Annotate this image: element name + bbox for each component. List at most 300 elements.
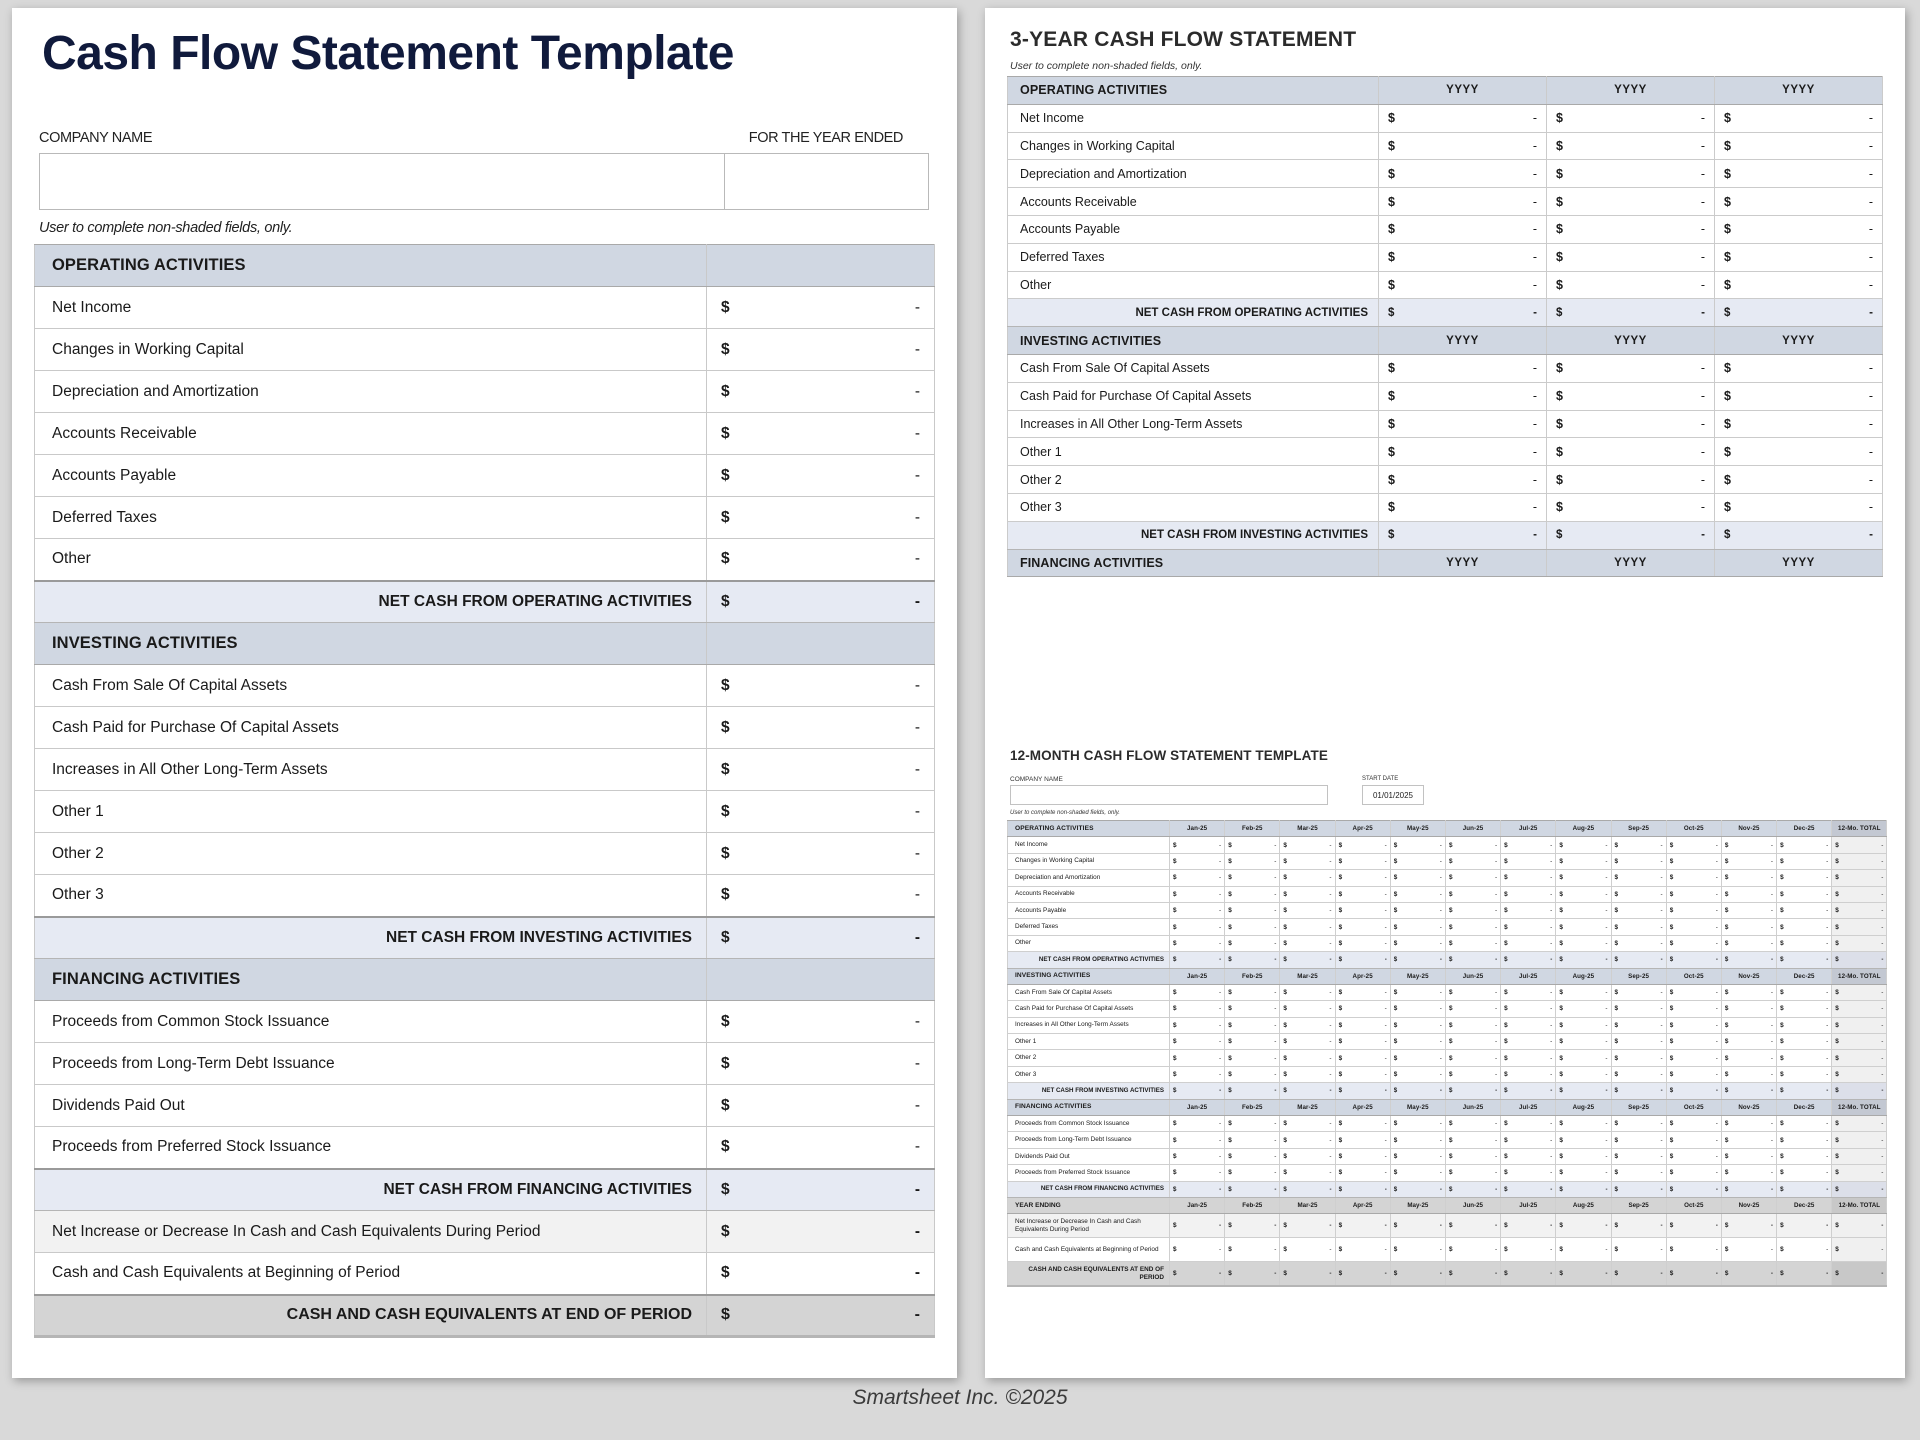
amount-cell[interactable] [1335, 902, 1390, 918]
amount-cell[interactable] [1832, 1214, 1887, 1238]
amount-cell[interactable] [1556, 837, 1611, 853]
amount-cell[interactable] [1170, 1050, 1225, 1066]
amount-cell[interactable] [1666, 1165, 1721, 1181]
amount-cell[interactable] [1777, 1017, 1832, 1033]
amount-cell[interactable] [1556, 1165, 1611, 1181]
amount-cell[interactable] [1715, 299, 1883, 327]
amount-cell[interactable] [1390, 886, 1445, 902]
amount-cell[interactable] [1715, 243, 1883, 271]
amount-cell[interactable] [1721, 853, 1776, 869]
amount-cell[interactable] [1390, 1116, 1445, 1132]
amount-cell[interactable] [1556, 1017, 1611, 1033]
amount-cell[interactable] [1225, 1148, 1280, 1164]
amount-cell[interactable] [1556, 853, 1611, 869]
amount-cell[interactable] [1556, 1238, 1611, 1262]
amount-cell[interactable] [1335, 1165, 1390, 1181]
amount-cell[interactable] [1721, 1132, 1776, 1148]
amount-cell[interactable] [1335, 919, 1390, 935]
amount-cell[interactable] [1280, 853, 1335, 869]
amount-cell[interactable] [1721, 1116, 1776, 1132]
amount-cell[interactable] [1445, 919, 1500, 935]
amount-cell[interactable] [1225, 1238, 1280, 1262]
amount-cell[interactable] [1501, 870, 1556, 886]
amount-cell[interactable] [1445, 1034, 1500, 1050]
amount-cell[interactable] [1445, 1238, 1500, 1262]
amount-cell[interactable] [1556, 1262, 1611, 1286]
amount-cell[interactable] [1379, 271, 1547, 299]
amount-cell[interactable] [1335, 935, 1390, 951]
amount-cell[interactable] [1715, 160, 1883, 188]
amount-cell[interactable] [1280, 902, 1335, 918]
amount-cell[interactable] [1445, 952, 1500, 968]
amount-cell[interactable] [1225, 1262, 1280, 1286]
amount-cell[interactable] [1225, 1017, 1280, 1033]
amount-cell[interactable] [1390, 984, 1445, 1000]
amount-cell[interactable] [1547, 466, 1715, 494]
amount-cell[interactable] [1721, 919, 1776, 935]
amount-cell[interactable] [1832, 984, 1887, 1000]
amount-cell[interactable] [1556, 886, 1611, 902]
amount-cell[interactable] [1170, 984, 1225, 1000]
amount-cell[interactable] [1280, 1116, 1335, 1132]
amount-cell[interactable] [1777, 1181, 1832, 1197]
amount-cell[interactable] [1556, 919, 1611, 935]
amount-cell[interactable] [1280, 1050, 1335, 1066]
amount-cell[interactable] [1715, 354, 1883, 382]
amount-cell[interactable] [1721, 1238, 1776, 1262]
amount-cell[interactable] [1225, 837, 1280, 853]
amount-cell[interactable] [707, 413, 935, 455]
amount-cell[interactable] [1777, 1050, 1832, 1066]
amount-cell[interactable] [1777, 886, 1832, 902]
amount-cell[interactable] [1715, 132, 1883, 160]
amount-cell[interactable] [1501, 1132, 1556, 1148]
amount-cell[interactable] [1170, 1132, 1225, 1148]
amount-cell[interactable] [1225, 1083, 1280, 1099]
amount-cell[interactable] [1547, 188, 1715, 216]
amount-cell[interactable] [1390, 919, 1445, 935]
amount-cell[interactable] [1715, 271, 1883, 299]
amount-cell[interactable] [1335, 1148, 1390, 1164]
amount-cell[interactable] [1556, 984, 1611, 1000]
amount-cell[interactable] [1556, 1181, 1611, 1197]
amount-cell[interactable] [1666, 1050, 1721, 1066]
amount-cell[interactable] [1379, 410, 1547, 438]
amount-cell[interactable] [1666, 1017, 1721, 1033]
amount-cell[interactable] [1666, 935, 1721, 951]
amount-cell[interactable] [1832, 1262, 1887, 1286]
amount-cell[interactable] [1547, 243, 1715, 271]
amount-cell[interactable] [1777, 1238, 1832, 1262]
amount-cell[interactable] [1721, 1017, 1776, 1033]
amount-cell[interactable] [1445, 1148, 1500, 1164]
amount-cell[interactable] [1280, 837, 1335, 853]
amount-cell[interactable] [1335, 870, 1390, 886]
amount-cell[interactable] [1445, 853, 1500, 869]
amount-cell[interactable] [1390, 1165, 1445, 1181]
amount-cell[interactable] [1832, 1238, 1887, 1262]
amount-cell[interactable] [1556, 1034, 1611, 1050]
amount-cell[interactable] [1666, 952, 1721, 968]
twelve-month-company-input[interactable] [1010, 785, 1328, 805]
amount-cell[interactable] [1721, 984, 1776, 1000]
amount-cell[interactable] [1501, 1262, 1556, 1286]
amount-cell[interactable] [1280, 870, 1335, 886]
amount-cell[interactable] [1445, 1066, 1500, 1082]
amount-cell[interactable] [1225, 1132, 1280, 1148]
amount-cell[interactable] [1390, 853, 1445, 869]
amount-cell[interactable] [1721, 1083, 1776, 1099]
amount-cell[interactable] [1445, 1083, 1500, 1099]
amount-cell[interactable] [1280, 1238, 1335, 1262]
amount-cell[interactable] [1832, 1116, 1887, 1132]
amount-cell[interactable] [1280, 1132, 1335, 1148]
amount-cell[interactable] [1556, 935, 1611, 951]
amount-cell[interactable] [1501, 952, 1556, 968]
amount-cell[interactable] [1379, 382, 1547, 410]
amount-cell[interactable] [1666, 1001, 1721, 1017]
amount-cell[interactable] [1445, 1165, 1500, 1181]
amount-cell[interactable] [1666, 1181, 1721, 1197]
amount-cell[interactable] [707, 455, 935, 497]
twelve-month-start-date-input[interactable]: 01/01/2025 [1362, 785, 1424, 805]
amount-cell[interactable] [1715, 215, 1883, 243]
amount-cell[interactable] [1777, 952, 1832, 968]
amount-cell[interactable] [707, 1169, 935, 1211]
amount-cell[interactable] [1445, 1017, 1500, 1033]
amount-cell[interactable] [1280, 935, 1335, 951]
amount-cell[interactable] [1666, 1083, 1721, 1099]
amount-cell[interactable] [1611, 902, 1666, 918]
amount-cell[interactable] [1501, 984, 1556, 1000]
amount-cell[interactable] [1445, 837, 1500, 853]
amount-cell[interactable] [1832, 1017, 1887, 1033]
amount-cell[interactable] [707, 581, 935, 623]
amount-cell[interactable] [707, 1295, 935, 1337]
amount-cell[interactable] [1170, 1238, 1225, 1262]
amount-cell[interactable] [1715, 521, 1883, 549]
amount-cell[interactable] [1335, 1083, 1390, 1099]
amount-cell[interactable] [1170, 837, 1225, 853]
amount-cell[interactable] [1611, 1034, 1666, 1050]
amount-cell[interactable] [1611, 919, 1666, 935]
amount-cell[interactable] [1556, 1214, 1611, 1238]
amount-cell[interactable] [1501, 1165, 1556, 1181]
amount-cell[interactable] [1379, 521, 1547, 549]
amount-cell[interactable] [1556, 1050, 1611, 1066]
amount-cell[interactable] [707, 749, 935, 791]
amount-cell[interactable] [1335, 1214, 1390, 1238]
amount-cell[interactable] [1170, 1262, 1225, 1286]
amount-cell[interactable] [1666, 1262, 1721, 1286]
amount-cell[interactable] [1445, 1262, 1500, 1286]
amount-cell[interactable] [1832, 1148, 1887, 1164]
amount-cell[interactable] [1170, 1116, 1225, 1132]
amount-cell[interactable] [707, 1043, 935, 1085]
amount-cell[interactable] [1721, 1181, 1776, 1197]
amount-cell[interactable] [1556, 1132, 1611, 1148]
amount-cell[interactable] [1390, 1017, 1445, 1033]
amount-cell[interactable] [1715, 410, 1883, 438]
amount-cell[interactable] [1832, 870, 1887, 886]
amount-cell[interactable] [1777, 837, 1832, 853]
amount-cell[interactable] [1390, 837, 1445, 853]
amount-cell[interactable] [1225, 853, 1280, 869]
amount-cell[interactable] [1777, 984, 1832, 1000]
amount-cell[interactable] [1777, 919, 1832, 935]
amount-cell[interactable] [1390, 1148, 1445, 1164]
amount-cell[interactable] [1666, 1238, 1721, 1262]
amount-cell[interactable] [1832, 837, 1887, 853]
amount-cell[interactable] [1832, 952, 1887, 968]
amount-cell[interactable] [1611, 1066, 1666, 1082]
amount-cell[interactable] [1445, 1001, 1500, 1017]
amount-cell[interactable] [1666, 837, 1721, 853]
amount-cell[interactable] [1225, 1181, 1280, 1197]
amount-cell[interactable] [707, 539, 935, 581]
amount-cell[interactable] [1280, 1165, 1335, 1181]
amount-cell[interactable] [1501, 1083, 1556, 1099]
amount-cell[interactable] [1170, 1001, 1225, 1017]
amount-cell[interactable] [1721, 1001, 1776, 1017]
amount-cell[interactable] [1556, 952, 1611, 968]
amount-cell[interactable] [1170, 853, 1225, 869]
amount-cell[interactable] [1280, 1214, 1335, 1238]
amount-cell[interactable] [1280, 919, 1335, 935]
year-ended-input[interactable] [725, 154, 928, 209]
amount-cell[interactable] [1721, 1262, 1776, 1286]
amount-cell[interactable] [1666, 1148, 1721, 1164]
amount-cell[interactable] [1832, 919, 1887, 935]
amount-cell[interactable] [1379, 493, 1547, 521]
amount-cell[interactable] [1611, 1214, 1666, 1238]
amount-cell[interactable] [1547, 132, 1715, 160]
amount-cell[interactable] [1225, 1001, 1280, 1017]
amount-cell[interactable] [1777, 1034, 1832, 1050]
amount-cell[interactable] [1280, 1017, 1335, 1033]
amount-cell[interactable] [1390, 902, 1445, 918]
amount-cell[interactable] [1501, 886, 1556, 902]
amount-cell[interactable] [1832, 1083, 1887, 1099]
amount-cell[interactable] [1379, 160, 1547, 188]
amount-cell[interactable] [1611, 837, 1666, 853]
amount-cell[interactable] [1666, 1034, 1721, 1050]
amount-cell[interactable] [1721, 886, 1776, 902]
amount-cell[interactable] [1611, 952, 1666, 968]
amount-cell[interactable] [1666, 919, 1721, 935]
amount-cell[interactable] [707, 371, 935, 413]
amount-cell[interactable] [1777, 1001, 1832, 1017]
amount-cell[interactable] [1501, 902, 1556, 918]
amount-cell[interactable] [1556, 1001, 1611, 1017]
amount-cell[interactable] [707, 287, 935, 329]
amount-cell[interactable] [1832, 1181, 1887, 1197]
amount-cell[interactable] [1777, 1262, 1832, 1286]
amount-cell[interactable] [1611, 1001, 1666, 1017]
amount-cell[interactable] [1556, 870, 1611, 886]
amount-cell[interactable] [1611, 1050, 1666, 1066]
amount-cell[interactable] [1170, 1034, 1225, 1050]
amount-cell[interactable] [1170, 1181, 1225, 1197]
amount-cell[interactable] [1225, 1050, 1280, 1066]
amount-cell[interactable] [1390, 1083, 1445, 1099]
amount-cell[interactable] [1225, 984, 1280, 1000]
amount-cell[interactable] [1170, 1214, 1225, 1238]
amount-cell[interactable] [1501, 1050, 1556, 1066]
amount-cell[interactable] [1547, 382, 1715, 410]
amount-cell[interactable] [1721, 1148, 1776, 1164]
amount-cell[interactable] [1170, 886, 1225, 902]
amount-cell[interactable] [1170, 1017, 1225, 1033]
amount-cell[interactable] [1335, 1116, 1390, 1132]
amount-cell[interactable] [1611, 1148, 1666, 1164]
amount-cell[interactable] [1547, 215, 1715, 243]
amount-cell[interactable] [1445, 1181, 1500, 1197]
amount-cell[interactable] [1556, 1116, 1611, 1132]
amount-cell[interactable] [1777, 902, 1832, 918]
amount-cell[interactable] [707, 497, 935, 539]
amount-cell[interactable] [707, 875, 935, 917]
amount-cell[interactable] [1379, 438, 1547, 466]
amount-cell[interactable] [1225, 870, 1280, 886]
amount-cell[interactable] [1611, 1262, 1666, 1286]
amount-cell[interactable] [1666, 1116, 1721, 1132]
amount-cell[interactable] [1832, 1034, 1887, 1050]
amount-cell[interactable] [1335, 1262, 1390, 1286]
amount-cell[interactable] [1379, 299, 1547, 327]
amount-cell[interactable] [1225, 952, 1280, 968]
amount-cell[interactable] [1547, 299, 1715, 327]
amount-cell[interactable] [1715, 438, 1883, 466]
amount-cell[interactable] [1335, 1066, 1390, 1082]
amount-cell[interactable] [1547, 521, 1715, 549]
amount-cell[interactable] [1501, 853, 1556, 869]
amount-cell[interactable] [707, 665, 935, 707]
amount-cell[interactable] [1611, 886, 1666, 902]
amount-cell[interactable] [1501, 1116, 1556, 1132]
amount-cell[interactable] [1547, 493, 1715, 521]
amount-cell[interactable] [1379, 104, 1547, 132]
amount-cell[interactable] [1611, 1181, 1666, 1197]
amount-cell[interactable] [1611, 1116, 1666, 1132]
amount-cell[interactable] [1390, 1050, 1445, 1066]
amount-cell[interactable] [1335, 853, 1390, 869]
amount-cell[interactable] [1445, 902, 1500, 918]
amount-cell[interactable] [1501, 1181, 1556, 1197]
amount-cell[interactable] [707, 1127, 935, 1169]
amount-cell[interactable] [1501, 1148, 1556, 1164]
amount-cell[interactable] [1611, 984, 1666, 1000]
amount-cell[interactable] [1611, 870, 1666, 886]
amount-cell[interactable] [1445, 1050, 1500, 1066]
amount-cell[interactable] [1611, 853, 1666, 869]
amount-cell[interactable] [1777, 853, 1832, 869]
amount-cell[interactable] [1335, 1050, 1390, 1066]
amount-cell[interactable] [1777, 1116, 1832, 1132]
amount-cell[interactable] [1721, 1165, 1776, 1181]
amount-cell[interactable] [1721, 1214, 1776, 1238]
amount-cell[interactable] [1777, 1214, 1832, 1238]
amount-cell[interactable] [1280, 984, 1335, 1000]
amount-cell[interactable] [1225, 919, 1280, 935]
amount-cell[interactable] [1501, 1238, 1556, 1262]
amount-cell[interactable] [1666, 1132, 1721, 1148]
amount-cell[interactable] [1721, 1034, 1776, 1050]
amount-cell[interactable] [1225, 1066, 1280, 1082]
amount-cell[interactable] [1280, 952, 1335, 968]
amount-cell[interactable] [1335, 1034, 1390, 1050]
amount-cell[interactable] [1721, 1066, 1776, 1082]
amount-cell[interactable] [1611, 935, 1666, 951]
amount-cell[interactable] [1721, 837, 1776, 853]
amount-cell[interactable] [707, 1253, 935, 1295]
amount-cell[interactable] [1445, 984, 1500, 1000]
amount-cell[interactable] [1280, 1148, 1335, 1164]
amount-cell[interactable] [1390, 1181, 1445, 1197]
amount-cell[interactable] [1170, 1148, 1225, 1164]
company-name-input[interactable] [40, 154, 725, 209]
amount-cell[interactable] [1501, 1001, 1556, 1017]
amount-cell[interactable] [1170, 1083, 1225, 1099]
amount-cell[interactable] [1170, 919, 1225, 935]
amount-cell[interactable] [1556, 1148, 1611, 1164]
amount-cell[interactable] [1547, 354, 1715, 382]
amount-cell[interactable] [1225, 1214, 1280, 1238]
amount-cell[interactable] [1335, 1001, 1390, 1017]
amount-cell[interactable] [1832, 886, 1887, 902]
amount-cell[interactable] [1335, 1017, 1390, 1033]
amount-cell[interactable] [1666, 1214, 1721, 1238]
amount-cell[interactable] [1547, 410, 1715, 438]
amount-cell[interactable] [1280, 1181, 1335, 1197]
amount-cell[interactable] [1666, 886, 1721, 902]
amount-cell[interactable] [1445, 1116, 1500, 1132]
amount-cell[interactable] [1547, 104, 1715, 132]
amount-cell[interactable] [1379, 132, 1547, 160]
amount-cell[interactable] [1832, 1132, 1887, 1148]
amount-cell[interactable] [1170, 1165, 1225, 1181]
amount-cell[interactable] [1777, 870, 1832, 886]
amount-cell[interactable] [1832, 902, 1887, 918]
amount-cell[interactable] [1225, 1116, 1280, 1132]
amount-cell[interactable] [1556, 1066, 1611, 1082]
amount-cell[interactable] [1335, 1238, 1390, 1262]
amount-cell[interactable] [1170, 902, 1225, 918]
amount-cell[interactable] [1556, 902, 1611, 918]
amount-cell[interactable] [1225, 902, 1280, 918]
amount-cell[interactable] [1611, 1132, 1666, 1148]
amount-cell[interactable] [1611, 1165, 1666, 1181]
amount-cell[interactable] [1611, 1238, 1666, 1262]
amount-cell[interactable] [1715, 104, 1883, 132]
amount-cell[interactable] [1225, 1034, 1280, 1050]
amount-cell[interactable] [1721, 1050, 1776, 1066]
amount-cell[interactable] [1611, 1083, 1666, 1099]
amount-cell[interactable] [1390, 1214, 1445, 1238]
amount-cell[interactable] [707, 833, 935, 875]
amount-cell[interactable] [1225, 1165, 1280, 1181]
amount-cell[interactable] [1666, 902, 1721, 918]
amount-cell[interactable] [1280, 1066, 1335, 1082]
amount-cell[interactable] [1445, 870, 1500, 886]
amount-cell[interactable] [707, 1211, 935, 1253]
amount-cell[interactable] [1777, 1132, 1832, 1148]
amount-cell[interactable] [1335, 984, 1390, 1000]
amount-cell[interactable] [1832, 1050, 1887, 1066]
amount-cell[interactable] [1225, 935, 1280, 951]
amount-cell[interactable] [1832, 853, 1887, 869]
amount-cell[interactable] [1390, 935, 1445, 951]
